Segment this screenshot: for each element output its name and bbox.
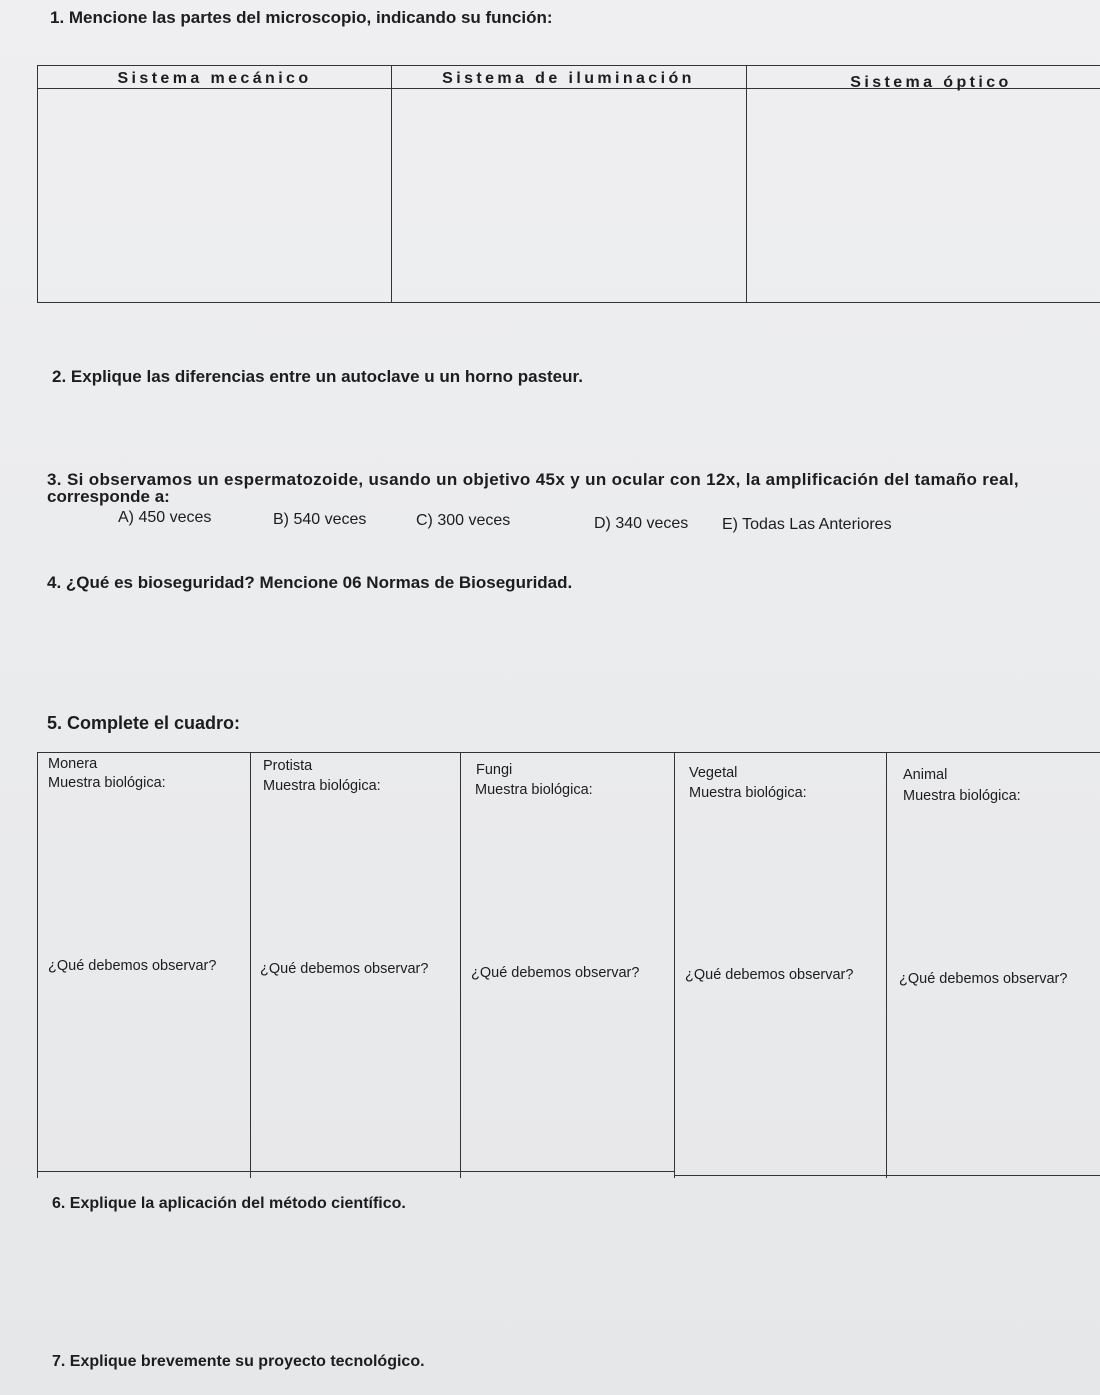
table-column-divider [391,66,392,302]
column-animal-observe-label: ¿Qué debemos observar? [899,971,1068,987]
column-vegetal-sample-label: Muestra biológica: [689,785,807,801]
answer-cell-iluminacion[interactable] [393,88,745,298]
table-column-divider [886,753,887,1178]
table-bottom-border [674,1175,1100,1176]
table-column-divider [250,753,251,1178]
column-fungi-observe-label: ¿Qué debemos observar? [471,965,640,981]
column-fungi-name: Fungi [476,762,513,778]
header-sistema-optico: Sistema óptico [850,74,1012,91]
column-protista-sample-label: Muestra biológica: [263,778,381,794]
table-column-divider [674,753,675,1178]
answer-cell-optico[interactable] [748,88,1100,298]
question-3-text: 3. Si observamos un espermatozoide, usando un objetivo 45x y un ocular con 12x, la amplificación del tamaño real, [47,470,1019,489]
microscope-parts-table [37,65,1100,303]
option-a[interactable]: A) 450 veces [118,509,212,526]
question-7-title: 7. Explique brevemente su proyecto tecnológico. [52,1353,425,1370]
column-monera-sample-label: Muestra biológica: [48,775,166,791]
option-e[interactable]: E) Todas Las Anteriores [722,516,892,533]
question-6-title: 6. Explique la aplicación del método científico. [52,1195,406,1212]
question-2-title: 2. Explique las diferencias entre un autoclave u un horno pasteur. [52,367,583,386]
column-protista-name: Protista [263,758,313,774]
table-bottom-border [38,1171,674,1172]
column-vegetal-observe-label: ¿Qué debemos observar? [685,967,854,983]
header-sistema-iluminacion: Sistema de iluminación [442,70,695,87]
question-1-title: 1. Mencione las partes del microscopio, indicando su función: [50,8,553,27]
column-animal-name: Animal [903,767,948,783]
column-monera-observe-label: ¿Qué debemos observar? [48,958,217,974]
column-monera-name: Monera [48,756,98,772]
answer-cell-mecanico[interactable] [38,88,391,298]
question-5-title: 5. Complete el cuadro: [47,713,241,733]
column-animal-sample-label: Muestra biológica: [903,788,1021,804]
column-protista-observe-label: ¿Qué debemos observar? [260,961,429,977]
option-d[interactable]: D) 340 veces [594,515,689,532]
column-fungi-sample-label: Muestra biológica: [475,782,593,798]
option-c[interactable]: C) 300 veces [416,512,511,529]
option-b[interactable]: B) 540 veces [273,511,367,528]
question-3-text-continued: corresponde a: [47,487,170,506]
column-vegetal-name: Vegetal [689,765,738,781]
table-column-divider [460,753,461,1178]
table-column-divider [746,66,747,302]
question-4-title: 4. ¿Qué es bioseguridad? Mencione 06 Normas de Bioseguridad. [47,573,573,592]
kingdoms-table [37,752,1100,1178]
header-sistema-mecanico: Sistema mecánico [117,70,312,87]
